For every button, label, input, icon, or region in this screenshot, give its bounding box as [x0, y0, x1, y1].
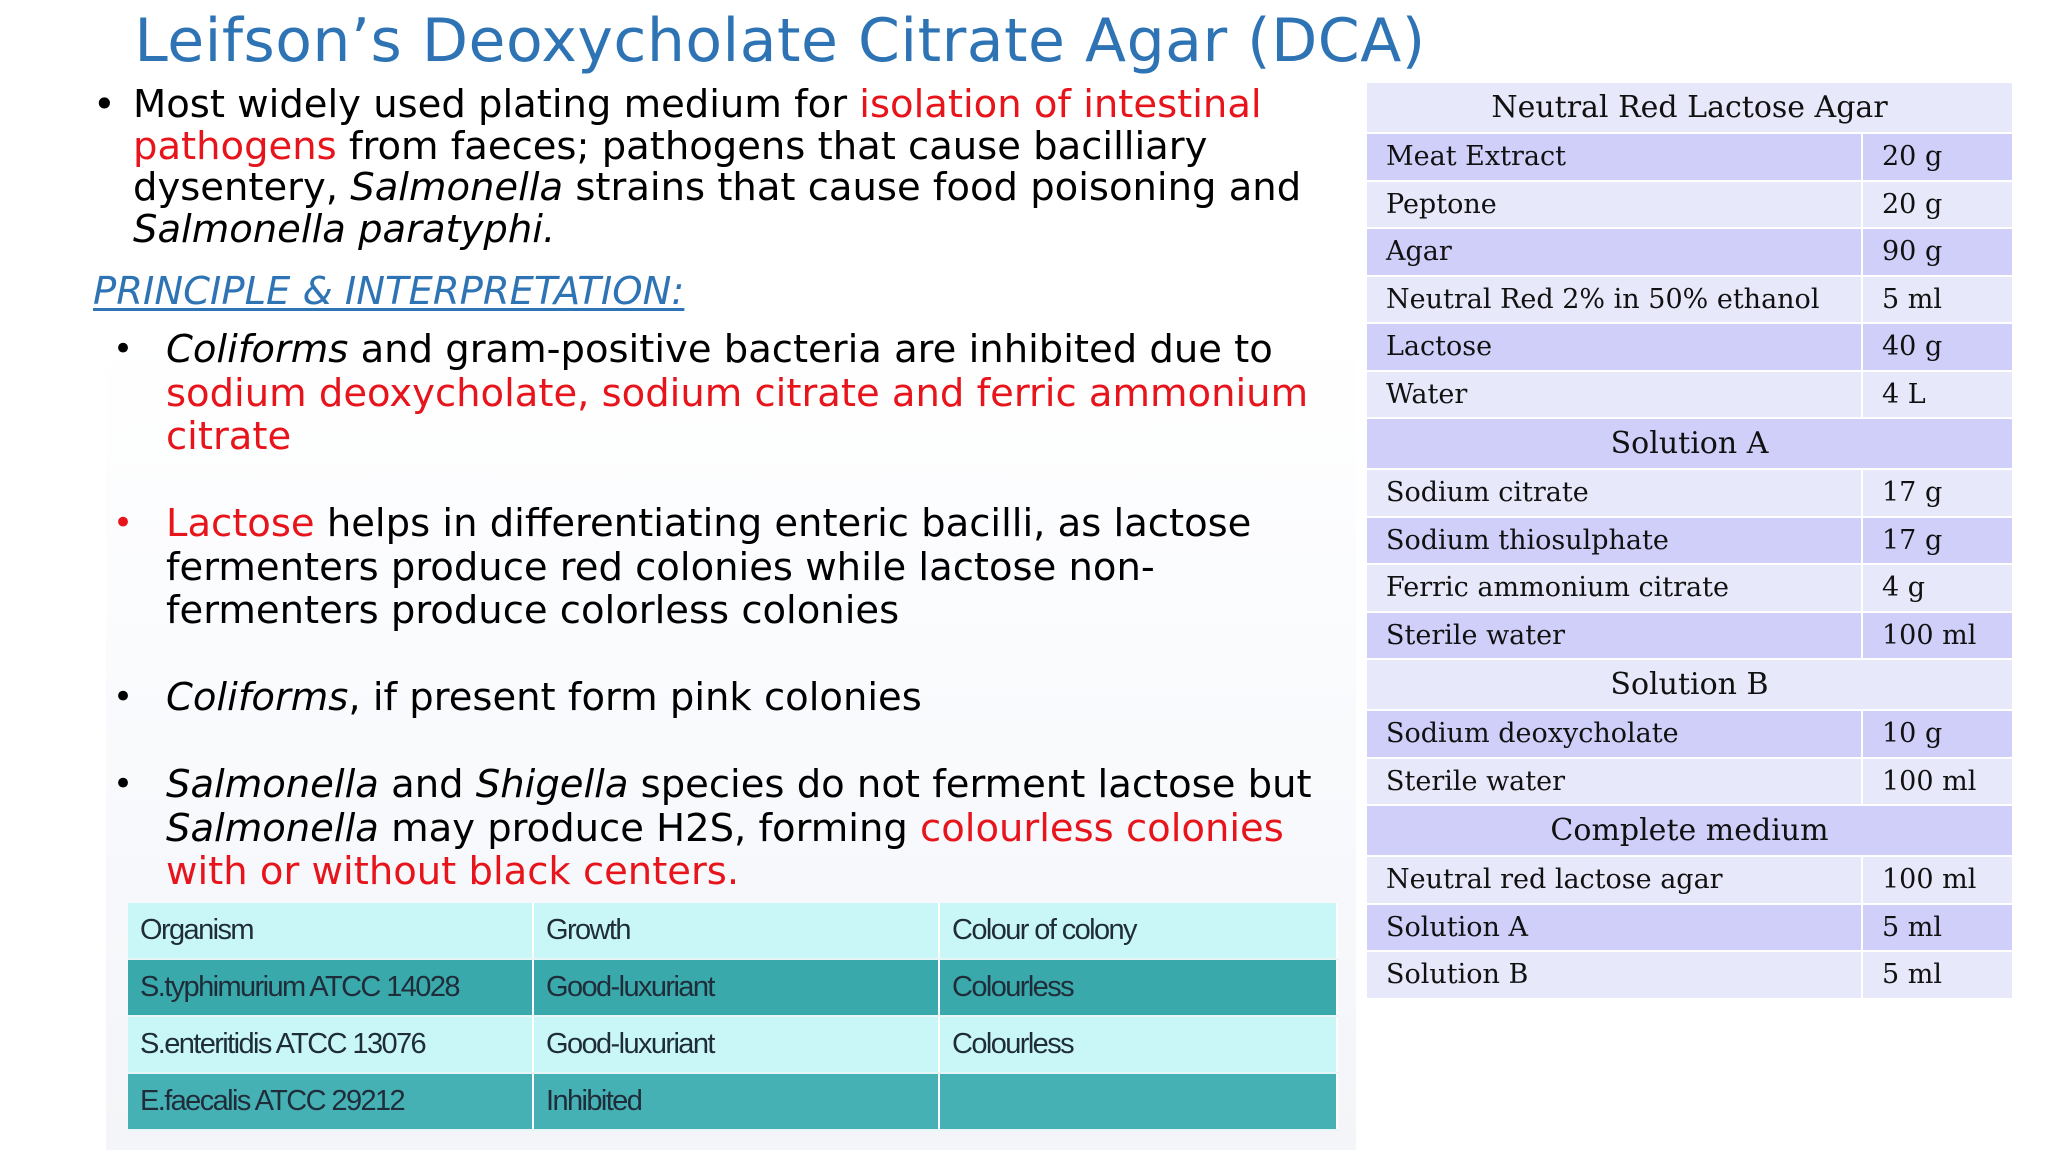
cell-colour: [939, 1073, 1337, 1130]
table-row: [1367, 182, 2012, 230]
header-colour: Colour of colony: [939, 903, 1337, 959]
ingredient-name: Sodium deoxycholate: [1367, 711, 1861, 759]
section-title: Solution B: [1367, 660, 2012, 711]
ingredient-quantity: 100 ml: [1861, 857, 2012, 905]
table-row: [128, 1073, 1337, 1130]
table-row: [128, 959, 1337, 1016]
table-row: [1367, 229, 2012, 277]
ingredient-name: Neutral Red 2% in 50% ethanol: [1367, 277, 1861, 325]
principle-item-salmonella-shigella: [108, 763, 1338, 894]
table-row: [1367, 905, 2012, 953]
intro-salmonella-2: Salmonella paratyphi.: [133, 206, 556, 252]
item-4-text-2: species do not ferment lactose but: [628, 762, 1312, 807]
ingredient-name: Lactose: [1367, 324, 1861, 372]
ingredient-name: Neutral red lactose agar: [1367, 857, 1861, 905]
section-header-neutral-red-lactose-agar: [1367, 83, 2012, 134]
ingredient-quantity: 100 ml: [1861, 613, 2012, 661]
intro-text-1: Most widely used plating medium for: [133, 82, 860, 127]
cell-growth: Good-luxuriant: [533, 959, 939, 1016]
ingredient-quantity: 20 g: [1861, 134, 2012, 182]
ingredient-name: Sterile water: [1367, 613, 1861, 661]
cell-organism: E.faecalis ATCC 29212: [128, 1073, 533, 1130]
table-row: [1367, 134, 2012, 182]
ingredient-quantity: 5 ml: [1861, 277, 2012, 325]
ingredient-quantity: 17 g: [1861, 470, 2012, 518]
table-row: [1367, 470, 2012, 518]
section-header-complete-medium: [1367, 806, 2012, 857]
cell-organism: S.enteritidis ATCC 13076: [128, 1016, 533, 1073]
ingredient-quantity: 5 ml: [1861, 905, 2012, 953]
principle-list: [108, 328, 1338, 937]
organism-table-header: [128, 903, 1337, 959]
header-growth: Growth: [533, 903, 939, 959]
principle-item-lactose: [108, 502, 1338, 633]
section-header-solution-b: [1367, 660, 2012, 711]
bullet-dot: •: [113, 764, 134, 804]
ingredient-name: Water: [1367, 372, 1861, 420]
cell-growth: Good-luxuriant: [533, 1016, 939, 1073]
principle-heading: PRINCIPLE & INTERPRETATION:: [93, 269, 685, 314]
table-row: [1367, 372, 2012, 420]
intro-text-2: from faeces; pathogens that cause bacilliary dysentery,: [133, 123, 1208, 210]
ingredient-name: Sterile water: [1367, 759, 1861, 807]
item-4-italic-2: Shigella: [475, 762, 629, 807]
ingredient-quantity: 10 g: [1861, 711, 2012, 759]
ingredient-quantity: 5 ml: [1861, 952, 2012, 1000]
ingredient-quantity: 40 g: [1861, 324, 2012, 372]
item-1-highlight: sodium deoxycholate, sodium citrate and ferric ammonium citrate: [166, 370, 1309, 459]
item-4-highlight: colourless colonies with or without black centers.: [166, 805, 1284, 894]
bullet-dot-red: •: [113, 503, 134, 543]
ingredient-name: Meat Extract: [1367, 134, 1861, 182]
ingredient-name: Solution A: [1367, 905, 1861, 953]
item-4-text-1: and: [378, 762, 476, 807]
cell-colour: Colourless: [939, 1016, 1337, 1073]
ingredient-quantity: 4 g: [1861, 565, 2012, 613]
section-title: Neutral Red Lactose Agar: [1367, 83, 2012, 134]
ingredient-quantity: 100 ml: [1861, 759, 2012, 807]
ingredient-quantity: 90 g: [1861, 229, 2012, 277]
header-organism: Organism: [128, 903, 533, 959]
item-1-italic: Coliforms: [166, 327, 349, 372]
item-3-italic: Coliforms: [166, 675, 349, 720]
cell-growth: Inhibited: [533, 1073, 939, 1130]
table-row: [1367, 759, 2012, 807]
item-4-italic-3: Salmonella: [166, 805, 379, 851]
cell-colour: Colourless: [939, 959, 1337, 1016]
table-row: [1367, 857, 2012, 905]
ingredient-name: Sodium citrate: [1367, 470, 1861, 518]
item-4-italic-1: Salmonella: [166, 762, 379, 807]
intro-paragraph: [93, 84, 1333, 250]
section-header-solution-a: [1367, 419, 2012, 470]
item-2-text: helps in differentiating enteric bacilli, as lactose fermenters produce red colonies while lactose non-fermenters produce colorless colonies: [166, 501, 1252, 633]
principle-item-coliforms-pink: [108, 676, 1338, 720]
table-row: [1367, 518, 2012, 566]
bullet-dot: •: [113, 329, 134, 369]
ingredient-quantity: 4 L: [1861, 372, 2012, 420]
slide-title: Leifson’s Deoxycholate Citrate Agar (DCA): [134, 6, 1426, 76]
intro-bullet: •: [93, 82, 116, 127]
ingredient-name: Solution B: [1367, 952, 1861, 1000]
organism-table: [128, 903, 1338, 1131]
media-recipe-table: [1367, 83, 2012, 1000]
ingredient-name: Agar: [1367, 229, 1861, 277]
principle-item-coliforms-inhibited: [108, 328, 1338, 459]
table-row: [1367, 952, 2012, 1000]
item-3-text: , if present form pink colonies: [348, 675, 922, 720]
cell-organism: S.typhimurium ATCC 14028: [128, 959, 533, 1016]
ingredient-name: Peptone: [1367, 182, 1861, 230]
intro-highlight: isolation of intestinal pathogens: [133, 82, 1262, 169]
item-4-text-3: may produce H2S, forming: [378, 805, 921, 851]
intro-salmonella-1: Salmonella: [350, 165, 564, 210]
table-row: [1367, 711, 2012, 759]
item-2-highlight: Lactose: [166, 501, 315, 546]
ingredient-quantity: 17 g: [1861, 518, 2012, 566]
intro-text-3: strains that cause food poisoning and: [563, 165, 1302, 210]
table-row: [1367, 613, 2012, 661]
ingredient-name: Sodium thiosulphate: [1367, 518, 1861, 566]
item-1-text: and gram-positive bacteria are inhibited due to: [348, 327, 1273, 372]
table-row: [1367, 277, 2012, 325]
bullet-dot: •: [113, 677, 134, 717]
ingredient-quantity: 20 g: [1861, 182, 2012, 230]
table-row: [1367, 565, 2012, 613]
section-title: Solution A: [1367, 419, 2012, 470]
section-title: Complete medium: [1367, 806, 2012, 857]
ingredient-name: Ferric ammonium citrate: [1367, 565, 1861, 613]
intro-text: [133, 84, 1333, 250]
table-row: [1367, 324, 2012, 372]
table-row: [128, 1016, 1337, 1073]
